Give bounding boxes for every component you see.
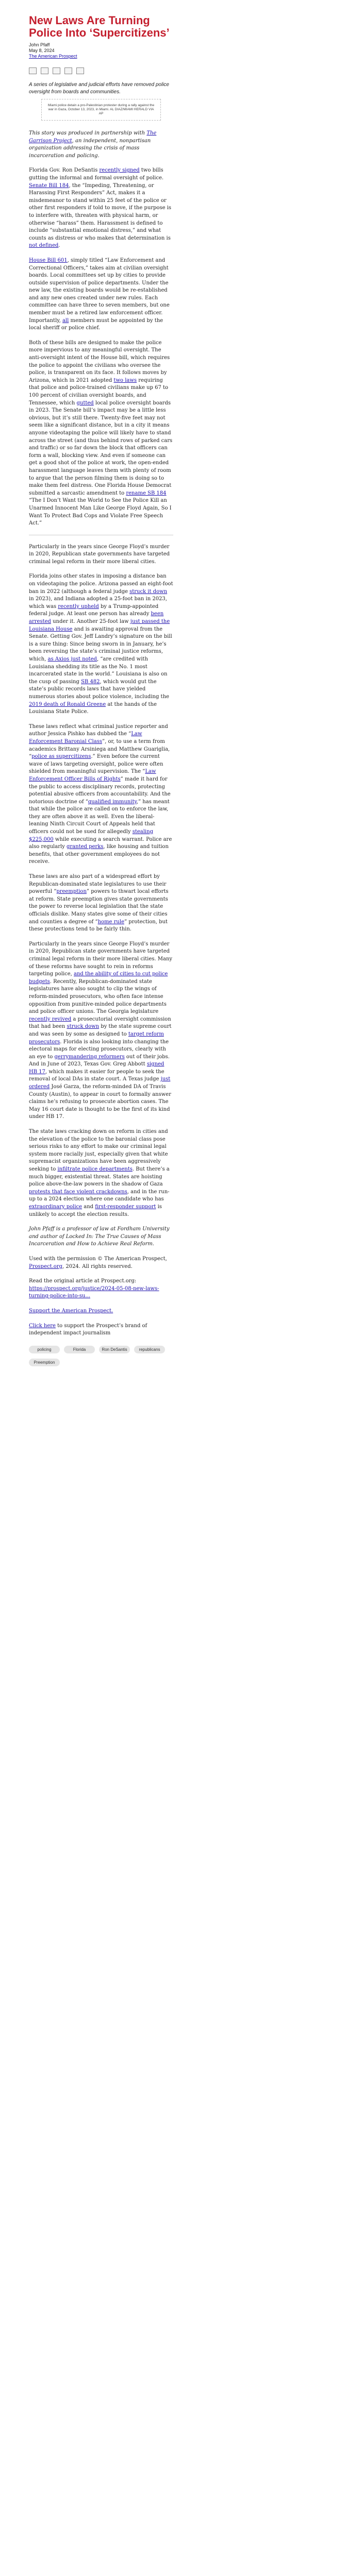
leobr-link[interactable]: Law Enforcement Officer Bills of Rights bbox=[29, 769, 156, 782]
paragraph-9: The state laws cracking down on reform in cities and the elevation of the police to the baronial class pose serious risks to any effort to make our criminal legal system more racially just, especially given that white supremacist organizations have been aggressively seeking to infiltrate police departments. But there’s a much bigger, existential threat. States are hoisting police above-the-law powers in the shadow of Gaza protests that face violent crackdowns, and in the run-up to a 2024 election where one candidate who has extraordinary police and first-responder support is unlikely to accept the election results. bbox=[29, 1129, 170, 1217]
support-link[interactable]: Support the American Prospect. bbox=[29, 1308, 113, 1314]
commission-struck-down-link[interactable]: struck down bbox=[67, 1024, 100, 1030]
gerrymandering-link[interactable]: gerrymandering reformers bbox=[54, 1054, 125, 1060]
garrison-link[interactable]: The Garrison Project bbox=[29, 130, 157, 144]
link-icon[interactable] bbox=[64, 67, 72, 74]
byline bbox=[29, 42, 173, 59]
target-prosecutors-link[interactable]: target reform prosecutors bbox=[29, 1031, 164, 1045]
click-here-line: Click here to support the Prospect’s brand of independent impact journalism bbox=[29, 1323, 147, 1336]
ronald-greene-link[interactable]: 2019 death of Ronald Greene bbox=[29, 701, 106, 707]
original-url-link[interactable]: https://prospect.org/justice/2024-05-08-new-laws-turning-police-into-su... bbox=[29, 1285, 159, 1299]
original-article: Read the original article at Prospect.org: https://prospect.org/justice/2024-05-08-new-laws-turning-police-into-su... bbox=[29, 1278, 159, 1299]
paragraph-1: Florida Gov. Ron DeSantis recently signed two bills gutting the informal and formal oversight of police. Senate Bill 184, the “Impeding, Threatening, or Harassing First Responders” Act, makes it a misdemeanor to stand within 25 feet of the police or other first responders if told to move, if the purpose is to interfere with, threaten with physical harm, or otherwise “harass” them. Harassment is defined to include “substantial emotional distress,” and what counts as distress or who makes that determination is not defined. bbox=[29, 167, 172, 249]
preemption-link[interactable]: preemption bbox=[56, 889, 87, 895]
paragraph-3: Both of these bills are designed to make the police more impervious to any meaningful oversight. The anti-oversight intent of the House bill, which requires the police to appoint the civilians who oversee the police, is transparent on its face. It follows moves by Arizona, which in 2021 adopted two laws requiring that police and police-trained civilians make up 67 to 100 percent of civilian oversight boards, and Tennessee, which gutted local police oversight boards in 2023. The Senate bill’s impact may be a little less obvious, but it’s still there. Twenty-five feet may not seem like a significant distance, but in a city it means anyone videotaping the police will likely have to stand across the street (and thus behind rows of parked cars and traffic) or so far down the block that officers can form a wall, blocking view. And even if someone can get a good shot of the police at work, the open-ended harassment language leaves them with plenty of room to argue that the person filming them is doing so to make them feel distress. One Florida House Democrat submitted a sarcastic amendment to rename SB 184 “The I Don’t Want the World to See the Police Kill an Unarmed Innocent Man Like George Floyd Again, So I Want To Protect Bad Cops and Violate Free Speech Act.” bbox=[29, 340, 173, 527]
infiltrate-link[interactable]: infiltrate police departments bbox=[57, 1166, 133, 1172]
gaza-protests-link[interactable]: protests that face violent crackdowns bbox=[29, 1189, 127, 1195]
tag[interactable]: policing bbox=[29, 1346, 60, 1353]
home-rule-link[interactable]: home rule bbox=[97, 919, 124, 925]
recently-signed-link[interactable]: recently signed bbox=[99, 167, 140, 174]
two-laws-link[interactable]: two laws bbox=[113, 377, 137, 383]
tag[interactable]: republicans bbox=[134, 1346, 165, 1353]
paragraph-8: Particularly in the years since George Floyd’s murder in 2020, Republican state governments have targeted criminal legal reform in their more liberal cities. Many of these reforms have sought to rein in reforms targeting police, and the ability of cities to cut police budgets. Recently, Republican-dominated state legislatures have also sought to clip the wings of reform-minded prosecutors, who often face intense opposition from punitive-minded police departments and police officer unions. The Georgia legislature recently revived a prosecutorial oversight commission that had been struck down by the state supreme court and was seen by some as designed to target reform prosecutors. Florida is also looking into changing the electoral maps for electing prosecutors, clearly with an eye to gerrymandering reformers out of their jobs. And in June of 2023, Texas Gov. Greg Abbott signed HB 17, which makes it easier for people to seek the removal of local DAs in state court. A Texas judge just ordered José Garza, the reform-minded DA of Travis County (Austin), to appear in court to formally answer claims he’s refusing to prosecute abortion cases. The May 16 court date is thought to be the first of its kind under HB 17. bbox=[29, 941, 173, 1120]
police-budgets-link[interactable]: and the ability of cities to cut police budgets bbox=[29, 971, 168, 985]
support-line bbox=[29, 1308, 173, 1315]
tag[interactable]: Florida bbox=[64, 1346, 95, 1353]
date: May 8, 2024 bbox=[29, 48, 55, 53]
sb184-link[interactable]: Senate Bill 184 bbox=[29, 182, 69, 189]
hb17-link[interactable]: signed HB 17 bbox=[29, 1061, 165, 1075]
intro-note: This story was produced in partnership with The Garrison Project, an independent, nonpartisan organization addressing the crisis of mass incarceration and policing. bbox=[29, 130, 157, 159]
been-arrested-link[interactable]: been arrested bbox=[29, 611, 164, 625]
email-icon[interactable] bbox=[53, 67, 60, 74]
stealing-link[interactable]: stealing $225,000 bbox=[29, 829, 153, 842]
tag-list bbox=[29, 1346, 173, 1366]
click-here-support-link[interactable]: Click here bbox=[29, 1323, 56, 1329]
article-title: New Laws Are Turning Police Into ‘Supercitizens’ bbox=[29, 14, 170, 39]
paragraph-6: These laws reflect what criminal justice reporter and author Jessica Pishko has dubbed the “Law Enforcement Baronial Class”, or, to use a term from academics Brittany Arsiniega and Matthew Guariglia, “police as supercitizens.” Even before the current wave of laws targeting oversight, police were often shielded from meaningful supervision. The “Law Enforcement Officer Bills of Rights” made it hard for the public to access disciplinary records, protecting potential abusive officers from accountability. And the notorious doctrine of “qualified immunity,” has meant that while the police are called on to enforce the law, they are often above it as well. Even the liberal-leaning Ninth Circuit Court of Appeals held that officers could not be sued for allegedly stealing $225,000 while executing a search warrant. Police are also regularly granted perks, like housing and tuition benefits, that other government employees do not receive. bbox=[29, 723, 172, 865]
pull-quote: Particularly in the years since George Floyd’s murder in 2020, Republican state governments have targeted criminal legal reform in their more liberal cities. bbox=[29, 544, 170, 565]
extraordinary-police-link[interactable]: extraordinary police bbox=[29, 1204, 83, 1210]
gutted-link[interactable]: gutted bbox=[76, 400, 94, 406]
tag[interactable]: Ron DeSantis bbox=[99, 1346, 130, 1353]
twitter-icon[interactable] bbox=[41, 67, 48, 74]
hb601-link[interactable]: House Bill 601 bbox=[29, 257, 68, 263]
share-bar bbox=[29, 67, 173, 74]
louisiana-house-link[interactable]: just passed the Louisiana House bbox=[29, 619, 170, 632]
qualified-immunity-link[interactable]: qualified immunity bbox=[88, 799, 137, 805]
first-responder-link[interactable]: first-responder support bbox=[95, 1204, 156, 1210]
paragraph-2: House Bill 601, simply titled “Law Enforcement and Correctional Officers,” takes aim at civilian oversight boards. Local committees set up by cities to provide outside supervision of police departments. Under the new law, the existing boards would be re-established and any new ones created under new rules. Each committee can have three to seven members, but one member must be a retired law enforcement officer. Importantly, all members must be appointed by the local sheriff or police chief. bbox=[29, 257, 170, 331]
dek: A series of legislative and judicial efforts have removed police oversight from boards and communities. bbox=[29, 82, 169, 95]
not-defined-link[interactable]: not defined bbox=[29, 243, 59, 249]
publication-link[interactable]: The American Prospect bbox=[29, 54, 77, 59]
author-bio: John Pfaff is a professor of law at Fordham University and author of Locked In: The True Causes of Mass Incarceration and How to Achieve Real Reform. bbox=[29, 1226, 170, 1247]
recently-revived-link[interactable]: recently revived bbox=[29, 1016, 72, 1022]
struck-down-link[interactable]: struck it down bbox=[129, 588, 168, 595]
recently-upheld-link[interactable]: recently upheld bbox=[58, 603, 99, 609]
axios-link[interactable]: as Axios just noted bbox=[47, 656, 97, 662]
article bbox=[29, 0, 173, 1366]
granted-perks-link[interactable]: granted perks bbox=[67, 844, 104, 850]
supercitizens-link[interactable]: police as supercitizens bbox=[31, 754, 91, 760]
all-link[interactable]: all bbox=[62, 317, 69, 324]
sb482-link[interactable]: SB 482 bbox=[81, 679, 100, 685]
permission-note: Used with the permission © The American Prospect, Prospect.org, 2024. All rights reserved. bbox=[29, 1256, 167, 1269]
prospect-org-link[interactable]: Prospect.org bbox=[29, 1263, 62, 1269]
hero-caption: Miami police detain a pro-Palestinian protester during a rally against the war in Gaza, October 13, 2023, in Miami. AL DIAZ/MIAMI HERALD VIA AP bbox=[47, 104, 155, 115]
print-icon[interactable] bbox=[76, 67, 84, 74]
tag[interactable]: Preemption bbox=[29, 1359, 60, 1366]
just-ordered-link[interactable]: just ordered bbox=[29, 1076, 171, 1090]
paragraph-7: These laws are also part of a widespread effort by Republican-dominated state legislatures to use their powerful “preemption” powers to thwart local efforts at reform. State preemption gives state governments the power to reverse local legislation that the state officials dislike. Many states give some of their cities and counties a degree of “home rule” protection, but these protections tend to be fairly thin. bbox=[29, 874, 169, 933]
baronial-class-link[interactable]: Law Enforcement Baronial Class bbox=[29, 731, 142, 744]
rename-sb184-link[interactable]: rename SB 184 bbox=[126, 490, 167, 496]
author: John Pfaff bbox=[29, 42, 50, 47]
facebook-icon[interactable] bbox=[29, 67, 37, 74]
hero-image bbox=[41, 99, 161, 121]
paragraph-5: Florida joins other states in imposing a distance ban on videotaping the police. Arizona passed an eight-foot ban in 2022 (although a federal judge struck it down in 2023), and Indiana adopted a 25-foot ban in 2023, which was recently upheld by a Trump-appointed federal judge. At least one person has already been arrested under it. Another 25-foot law just passed the Louisiana House and is awaiting approval from the Senate. Getting Gov. Jeff Landry’s signature on the bill is a sure thing: Since being sworn in in January, he’s been reversing the state’s criminal justice reforms, which, as Axios just noted, “are credited with Louisiana shedding its title as the No. 1 most incarcerated state in the world.” Louisiana is also on the cusp of passing SB 482, which would gut the state’s public records laws that have yielded numerous stories about police violence, including the 2019 death of Ronald Greene at the hands of the Louisiana State Police. bbox=[29, 573, 173, 715]
